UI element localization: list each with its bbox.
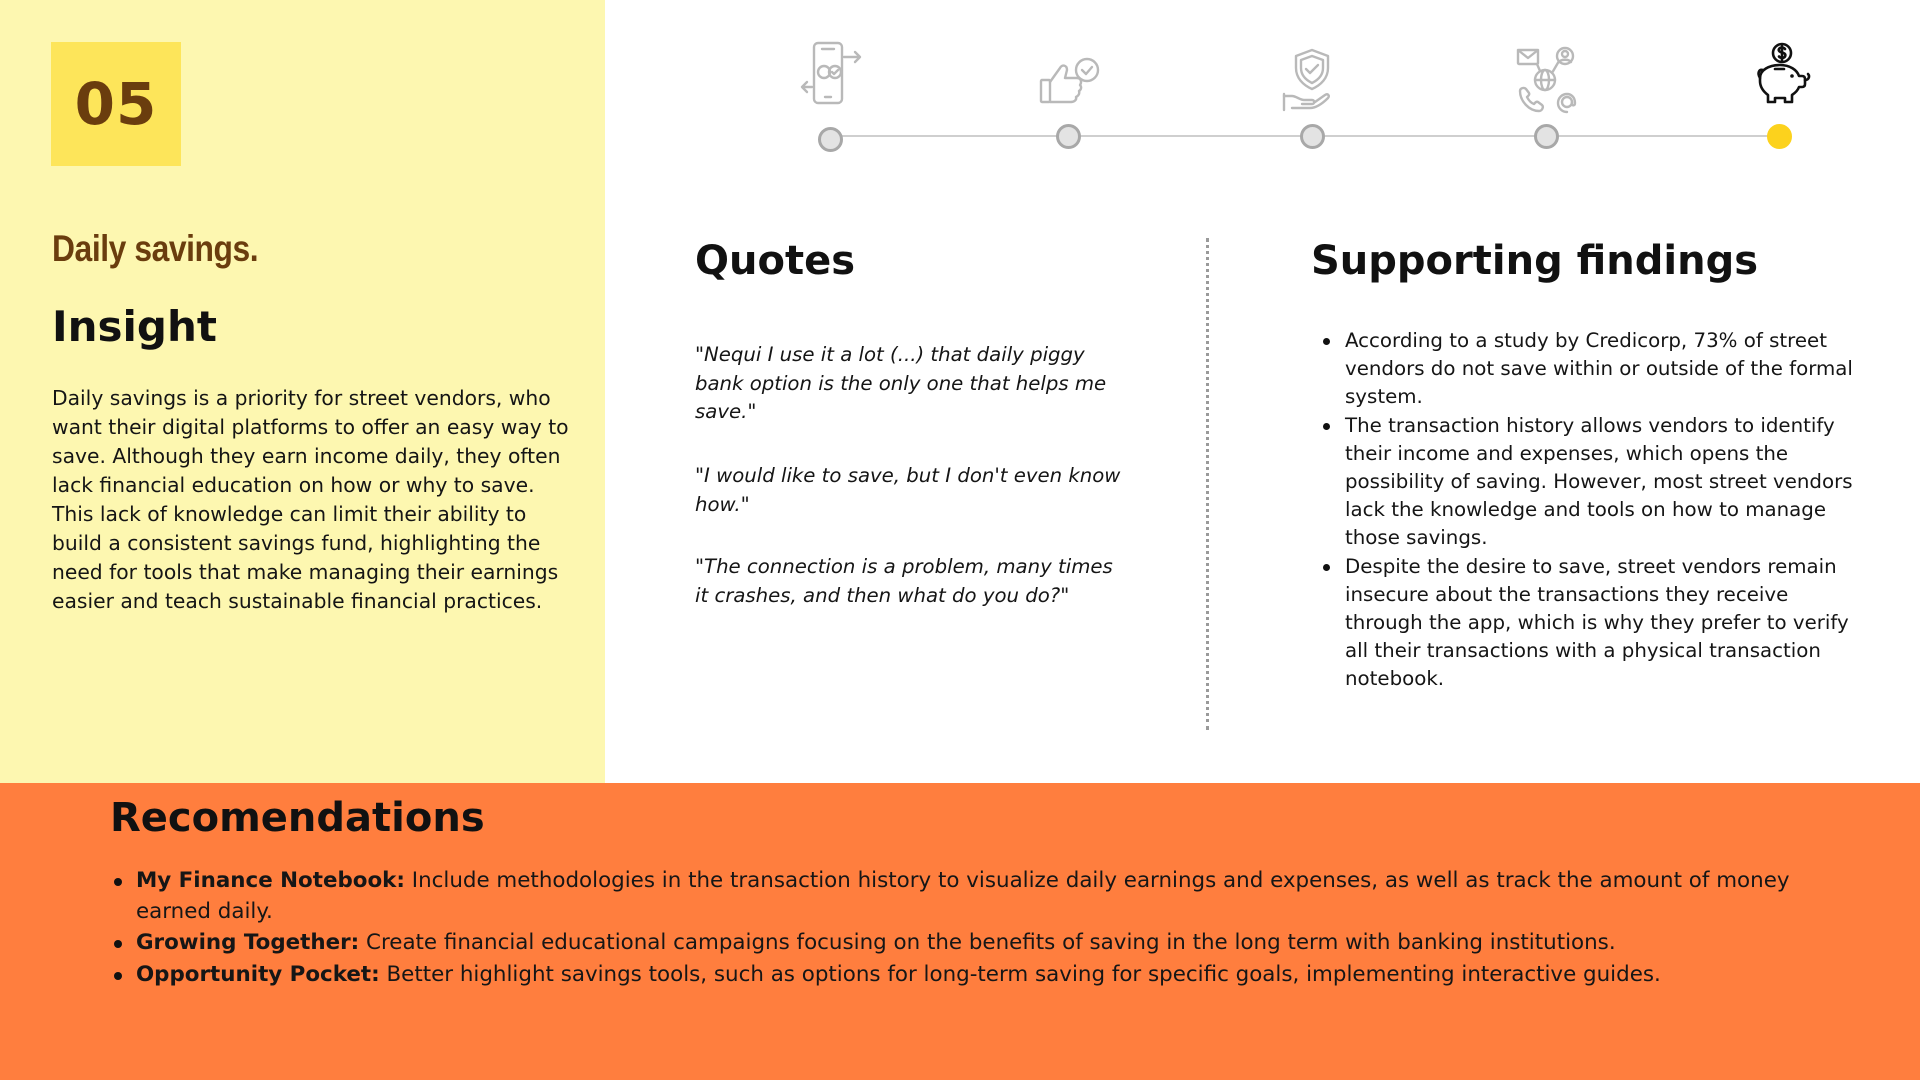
- recommendation-title: Opportunity Pocket:: [136, 961, 380, 987]
- findings-list: [1311, 327, 1867, 694]
- insight-subtitle: Daily savings.: [52, 228, 259, 269]
- recommendation-title: Growing Together:: [136, 930, 360, 956]
- timeline-step-3-dot[interactable]: [1300, 124, 1325, 149]
- finding-item-2: The transaction history allows vendors to identify their income and expenses, which opens the possibility of saving. However, most street vendors lack the knowledge and tools on how to manage those savings.: [1311, 412, 1867, 553]
- phone-payment-icon: [800, 40, 864, 110]
- step-badge: [51, 42, 181, 166]
- timeline-step-2-dot[interactable]: [1056, 124, 1081, 149]
- communication-network-icon: [1515, 46, 1579, 116]
- column-divider: [1206, 238, 1209, 730]
- insight-panel: [0, 0, 605, 783]
- piggy-bank-icon: [1748, 40, 1812, 110]
- finding-item-3: Despite the desire to save, street vendors remain insecure about the transactions they receive through the app, which is why they prefer to verify all their transactions with a physical transaction notebook.: [1311, 553, 1867, 694]
- thumbs-up-check-icon: [1038, 50, 1102, 120]
- quote-2: "I would like to save, but I don't even know how.": [695, 464, 1121, 516]
- recommendations-list: [110, 865, 1800, 990]
- insight-body: Daily savings is a priority for street vendors, who want their digital platforms to offer an easy way to save. Although they earn income daily, they often lack financial education on how or why to save. This lack of knowledge can limit their ability to build a consistent savings fund, highlighting the need for tools that make managing their earnings easier and teach sustainable financial practices.: [52, 386, 569, 613]
- recommendation-text: Include methodologies in the transaction history to visualize daily earnings and expenses, as well as track the amount of money earned daily.: [136, 868, 1790, 925]
- finding-item-1: According to a study by Credicorp, 73% of street vendors do not save within or outside of the formal system.: [1311, 327, 1867, 412]
- recommendation-item-1: [110, 865, 1800, 927]
- timeline-step-1-dot[interactable]: [818, 127, 843, 152]
- recommendation-title: My Finance Notebook:: [136, 868, 405, 893]
- timeline-step-4-dot[interactable]: [1534, 124, 1559, 149]
- recommendation-text: Better highlight savings tools, such as options for long-term saving for specific goals, implementing interactive guides.: [379, 961, 1661, 987]
- recommendations-heading: Recomendations: [110, 795, 485, 841]
- timeline-step-5-dot[interactable]: [1767, 124, 1792, 149]
- recommendation-text: Create financial educational campaigns focusing on the benefits of saving in the long term with banking institutions.: [359, 930, 1616, 956]
- findings-heading: Supporting findings: [1311, 238, 1759, 284]
- insight-heading: Insight: [52, 302, 217, 351]
- quote-3: "The connection is a problem, many times it crashes, and then what do you do?": [695, 555, 1113, 607]
- quote-1: "Nequi I use it a lot (...) that daily piggy bank option is the only one that helps me save.": [695, 343, 1107, 423]
- recommendation-item-3: [110, 959, 1800, 990]
- step-number: 05: [74, 70, 158, 138]
- shield-hand-icon: [1280, 46, 1344, 116]
- recommendations-panel: [0, 783, 1920, 1080]
- quotes-heading: Quotes: [695, 238, 856, 284]
- recommendation-item-2: [110, 927, 1800, 958]
